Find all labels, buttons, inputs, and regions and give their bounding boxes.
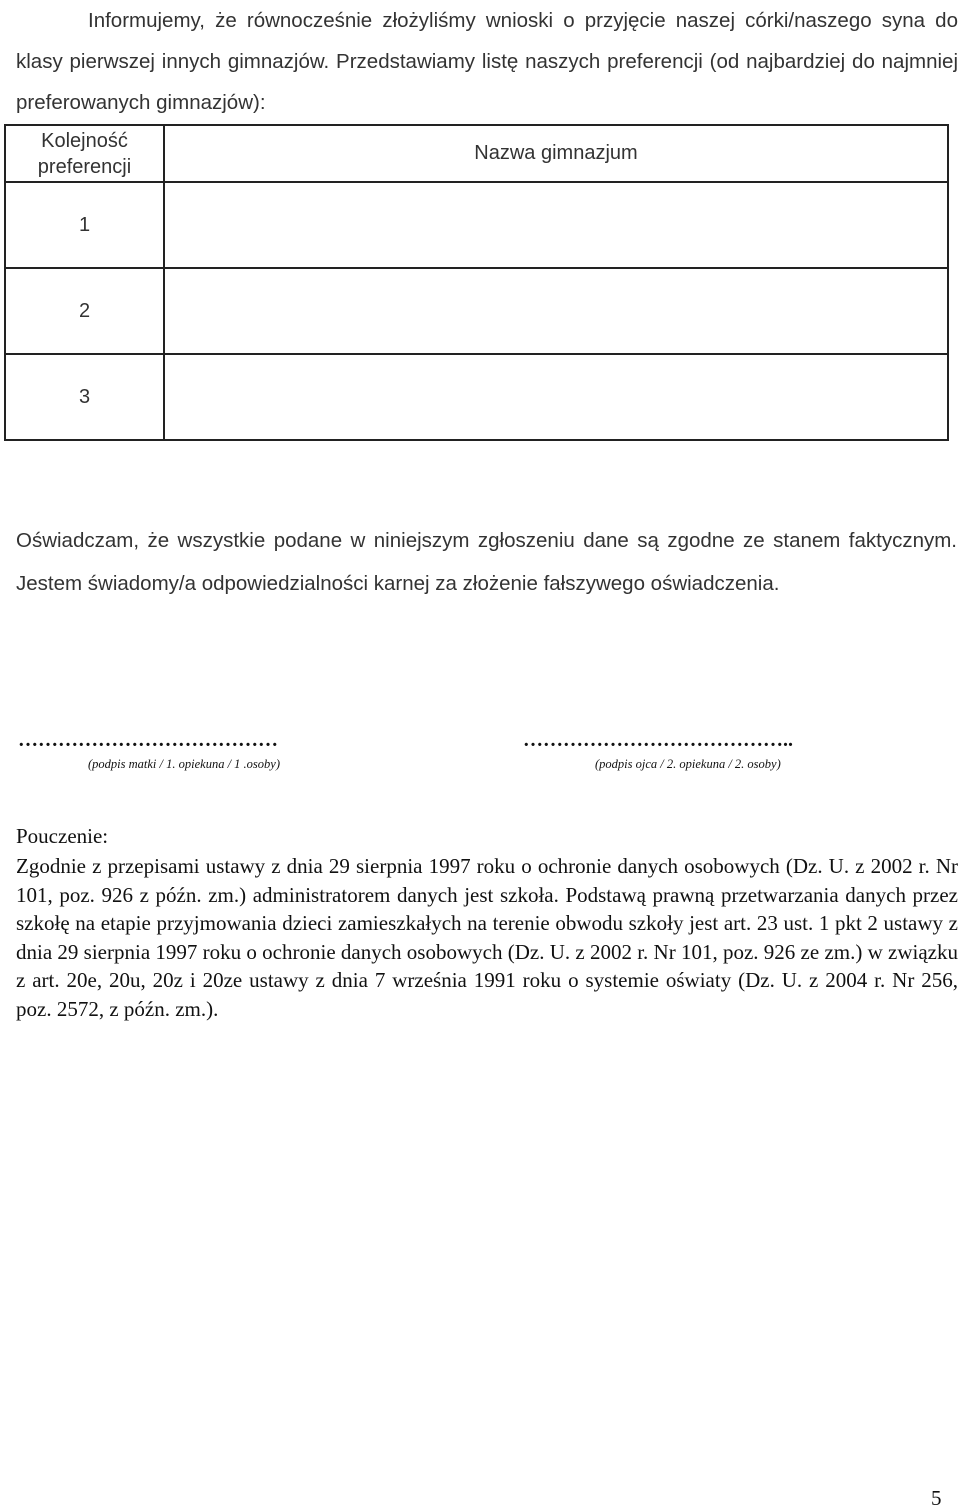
- table-row: [5, 182, 948, 268]
- signature-line-right[interactable]: …………………………………..: [523, 729, 793, 751]
- signature-father: [523, 728, 793, 772]
- declaration-paragraph: Oświadczam, że wszystkie podane w niniejszym zgłoszeniu dane są zgodne ze stanem faktycznym. Jestem świadomy/a odpowiedzialności karnej za złożenie fałszywego oświadczenia.: [16, 529, 957, 595]
- signature-caption-right: (podpis ojca / 2. opiekuna / 2. osoby): [595, 757, 781, 771]
- intro-paragraph: [16, 0, 958, 123]
- header-order: [5, 125, 164, 182]
- header-order-line1: Kolejność: [41, 129, 128, 152]
- table-row: [5, 268, 948, 354]
- header-school-name: Nazwa gimnazjum: [164, 125, 948, 182]
- school-name-cell[interactable]: [164, 268, 948, 354]
- notice-heading: Pouczenie:: [16, 824, 109, 848]
- intro-text: Informujemy, że równocześnie złożyliśmy wnioski o przyjęcie naszej córki/naszego syna do klasy pierwszej innych gimnazjów. Przedstawiamy listę naszych preferencji (od najbardziej do najmniej preferowanych gimnazjów):: [16, 9, 958, 114]
- order-cell: 1: [5, 182, 164, 268]
- header-order-line2: preferencji: [37, 155, 132, 178]
- signature-mother: [18, 728, 280, 772]
- signature-caption-left: (podpis matki / 1. opiekuna / 1 .osoby): [88, 757, 280, 771]
- preference-table-header: [5, 125, 948, 182]
- preference-table: [4, 124, 949, 441]
- page-number: 5: [931, 1486, 942, 1510]
- notice-paragraph: Zgodnie z przepisami ustawy z dnia 29 sierpnia 1997 roku o ochronie danych osobowych (Dz. U. z 2002 r. Nr 101, poz. 926 z późn. zm.) administratorem danych jest szkoła. Podstawą prawną przetwarzania danych przez szkołę na etapie przyjmowania dzieci zamieszkałych na terenie obwodu szkoły jest art. 23 ust. 1 pkt 2 ustawy z dnia 29 sierpnia 1997 roku o ochronie danych osobowych (Dz. U. z 2002 r. Nr 101, poz. 926 ze zm.) w związku z art. 20e, 20u, 20z i 20ze ustawy z dnia 7 września 1991 roku o systemie oświaty (Dz. U. z 2004 r. Nr 256, poz. 2572, z późn. zm.).: [16, 854, 958, 1021]
- signature-line-left[interactable]: …………………………………: [18, 729, 278, 751]
- school-name-cell[interactable]: [164, 182, 948, 268]
- order-cell: 3: [5, 354, 164, 440]
- table-row: [5, 354, 948, 440]
- order-cell: 2: [5, 268, 164, 354]
- school-name-cell[interactable]: [164, 354, 948, 440]
